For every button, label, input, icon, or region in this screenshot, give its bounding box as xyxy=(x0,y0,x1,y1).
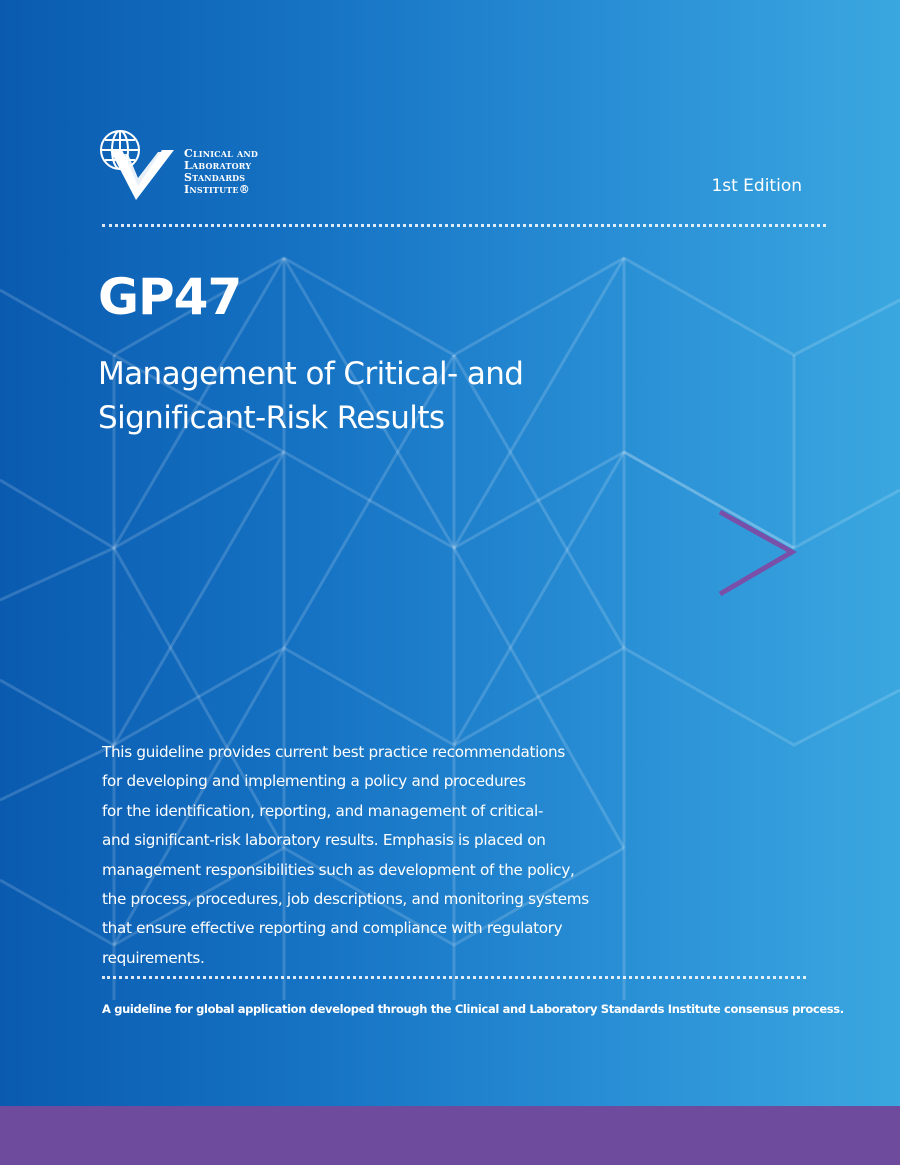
consensus-footnote: A guideline for global application developed through the Clinical and Laboratory Standards Institute consensus process. xyxy=(102,1002,844,1016)
document-description xyxy=(102,738,622,973)
logo-line: Laboratory xyxy=(184,159,252,172)
description-line: that ensure effective reporting and compliance with regulatory xyxy=(102,919,563,938)
description-line: management responsibilities such as development of the policy, xyxy=(102,860,575,879)
purple-footer-band xyxy=(0,1106,900,1165)
globe-checkmark-icon xyxy=(98,128,176,202)
description-line: for the identification, reporting, and management of critical- xyxy=(102,801,544,820)
description-line: the process, procedures, job descriptions, and monitoring systems xyxy=(102,890,589,909)
description-line: and significant-risk laboratory results. Emphasis is placed on xyxy=(102,831,546,850)
dotted-divider-top xyxy=(102,224,826,227)
document-title xyxy=(98,352,618,440)
logo-line: Standards xyxy=(184,171,246,184)
edition-label: 1st Edition xyxy=(711,176,802,196)
description-line: for developing and implementing a policy and procedures xyxy=(102,772,526,791)
logo-line: Institute® xyxy=(184,183,250,196)
description-line: requirements. xyxy=(102,948,205,967)
title-line: Significant-Risk Results xyxy=(98,400,445,436)
logo-line: Clinical and xyxy=(184,147,259,160)
purple-chevron xyxy=(720,512,792,594)
description-line: This guideline provides current best practice recommendations xyxy=(102,743,565,761)
dotted-divider-bottom xyxy=(102,976,806,979)
document-code: GP47 xyxy=(98,268,242,326)
title-line: Management of Critical- and xyxy=(98,356,524,392)
clsi-logo xyxy=(98,128,258,202)
organization-name xyxy=(184,148,258,196)
